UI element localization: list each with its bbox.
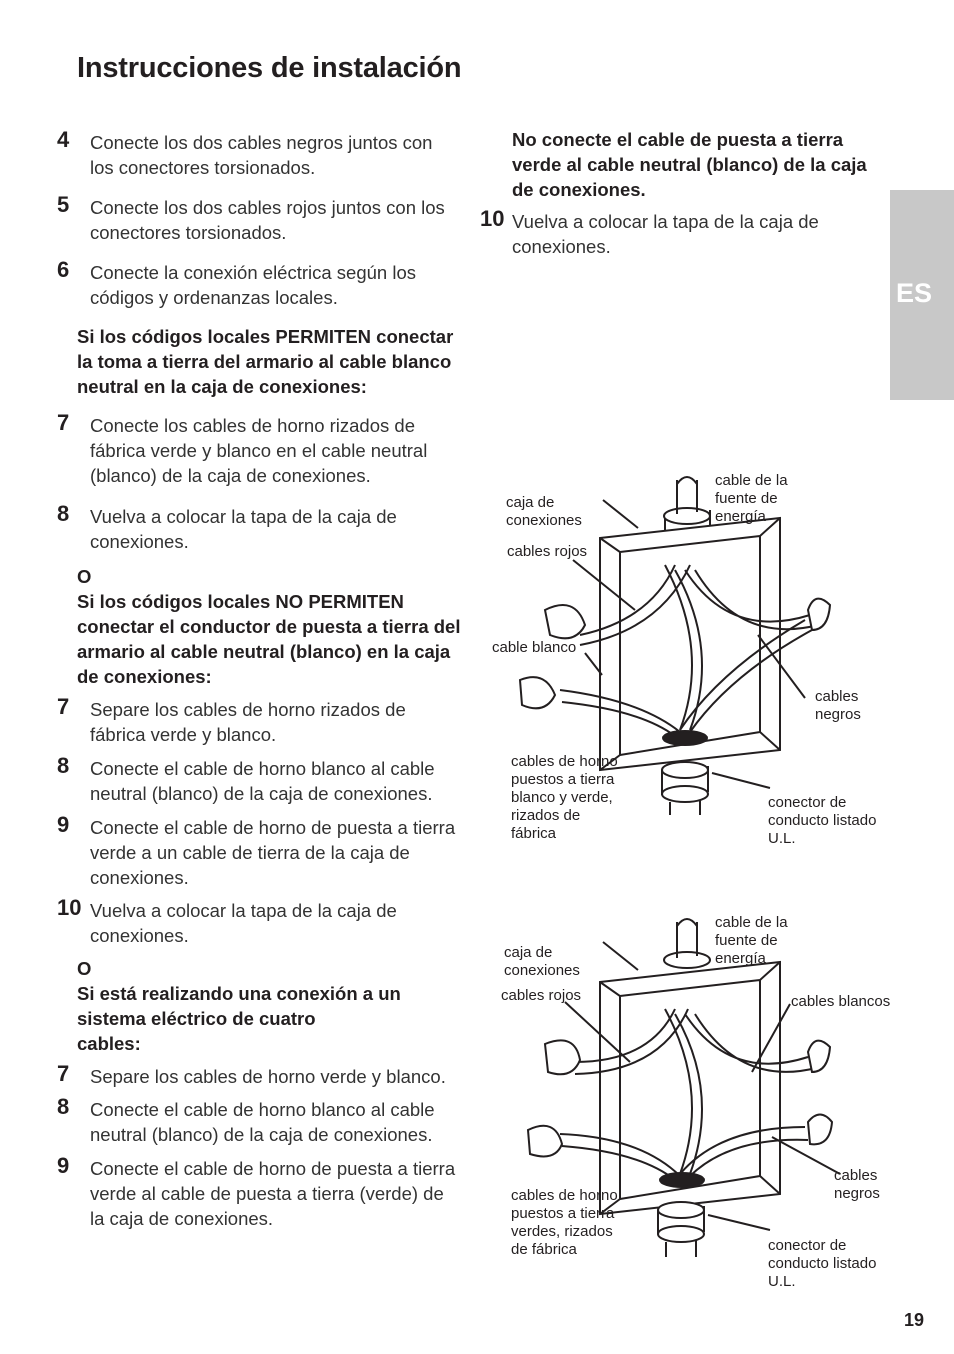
step-number: 5 xyxy=(57,192,70,217)
step-8b xyxy=(57,753,457,806)
diagram1-label-black-cables: cables negros xyxy=(815,688,861,723)
step-number: 8 xyxy=(57,753,70,778)
step-text: Vuelva a colocar la tapa de la caja de conexiones. xyxy=(90,506,397,552)
step-text: Conecte el cable de horno de puesta a tierra verde al cable de puesta a tierra (verde) de la caja de conexiones. xyxy=(90,1158,456,1229)
diagram2-label-conduit-connector: conector de conducto listado U.L. xyxy=(768,1237,877,1290)
step-text: Conecte los cables de horno rizados de fábrica verde y blanco en el cable neutral (blanco) de la caja de conexiones. xyxy=(90,415,428,486)
diagram2-label-oven-ground-cables: cables de horno puestos a tierra verdes, rizados de fábrica xyxy=(511,1187,618,1258)
note-not-permitted: Si los códigos locales NO PERMITEN conectar el conductor de puesta a tierra del armario al cable neutral (blanco) en la caja de conexiones: xyxy=(77,591,461,687)
step-text: Conecte los dos cables rojos juntos con los conectores torsionados. xyxy=(90,197,445,243)
step-8c xyxy=(57,1094,457,1147)
step-number: 8 xyxy=(57,501,70,526)
diagram1-label-power-cable: cable de la fuente de energía xyxy=(715,472,788,525)
step-number: 7 xyxy=(57,410,70,435)
step-number: 6 xyxy=(57,257,70,282)
step-7b xyxy=(57,694,457,747)
step-number: 8 xyxy=(57,1094,70,1119)
diagram1-label-white-cable: cable blanco xyxy=(492,639,577,656)
note-four-wire-end: cables: xyxy=(77,1033,141,1054)
step-number: 10 xyxy=(480,206,505,231)
or-separator: O xyxy=(77,958,92,979)
diagram2-label-junction-box: caja de conexiones xyxy=(504,944,580,979)
step-number: 7 xyxy=(57,694,70,719)
step-number: 4 xyxy=(57,127,70,152)
diagram2-label-black-cables: cables negros xyxy=(834,1167,880,1202)
language-tab xyxy=(890,190,954,400)
step-text: Vuelva a colocar la tapa de la caja de conexiones. xyxy=(512,211,819,257)
or-separator: O xyxy=(77,566,92,587)
step-text: Vuelva a colocar la tapa de la caja de conexiones. xyxy=(90,900,397,946)
step-number: 10 xyxy=(57,895,82,920)
step-text: Conecte los dos cables negros juntos con los conectores torsionados. xyxy=(90,132,433,178)
step-text: Conecte el cable de horno de puesta a tierra verde a un cable de tierra de la caja de conexiones. xyxy=(90,817,456,888)
step-text: Separe los cables de horno verde y blanco. xyxy=(90,1066,446,1087)
step-8a xyxy=(57,501,457,554)
step-5 xyxy=(57,192,457,245)
step-number: 9 xyxy=(57,812,70,837)
language-tab-label: ES xyxy=(896,278,933,308)
step-text: Separe los cables de horno rizados de fábrica verde y blanco. xyxy=(90,699,406,745)
diagram1-label-junction-box: caja de conexiones xyxy=(506,494,582,529)
diagram2-label-red-cables: cables rojos xyxy=(501,987,582,1004)
page-number: 19 xyxy=(904,1310,925,1330)
step-10b xyxy=(57,895,457,948)
diagram2-label-power-cable: cable de la fuente de energía xyxy=(715,914,788,967)
step-text: Conecte el cable de horno blanco al cable neutral (blanco) de la caja de conexiones. xyxy=(90,1099,435,1145)
step-10-right xyxy=(480,206,880,259)
step-9c xyxy=(57,1153,457,1231)
page-title: Instrucciones de instalación xyxy=(77,52,462,84)
step-4 xyxy=(57,127,457,180)
warning-note: No conecte el cable de puesta a tierra verde al cable neutral (blanco) de la caja de conexiones. xyxy=(512,129,867,200)
diagram1-label-conduit-connector: conector de conducto listado U.L. xyxy=(768,794,877,847)
step-text: Conecte el cable de horno blanco al cable neutral (blanco) de la caja de conexiones. xyxy=(90,758,435,804)
step-number: 9 xyxy=(57,1153,70,1178)
diagram2-label-white-cables: cables blancos xyxy=(791,993,891,1010)
step-text: Conecte la conexión eléctrica según los códigos y ordenanzas locales. xyxy=(90,262,416,308)
step-7c xyxy=(57,1061,457,1089)
step-7a xyxy=(57,410,457,488)
note-four-wire: Si está realizando una conexión a un sistema eléctrico de cuatro xyxy=(77,983,401,1029)
diagram1-label-red-cables: cables rojos xyxy=(507,543,588,560)
step-number: 7 xyxy=(57,1061,70,1086)
step-6 xyxy=(57,257,457,310)
step-9b xyxy=(57,812,457,890)
note-permitted: Si los códigos locales PERMITEN conectar la toma a tierra del armario al cable blanco neutral en la caja de conexiones: xyxy=(77,326,454,397)
diagram1-label-oven-ground-cables: cables de horno puestos a tierra blanco y verde, rizados de fábrica xyxy=(511,753,618,842)
